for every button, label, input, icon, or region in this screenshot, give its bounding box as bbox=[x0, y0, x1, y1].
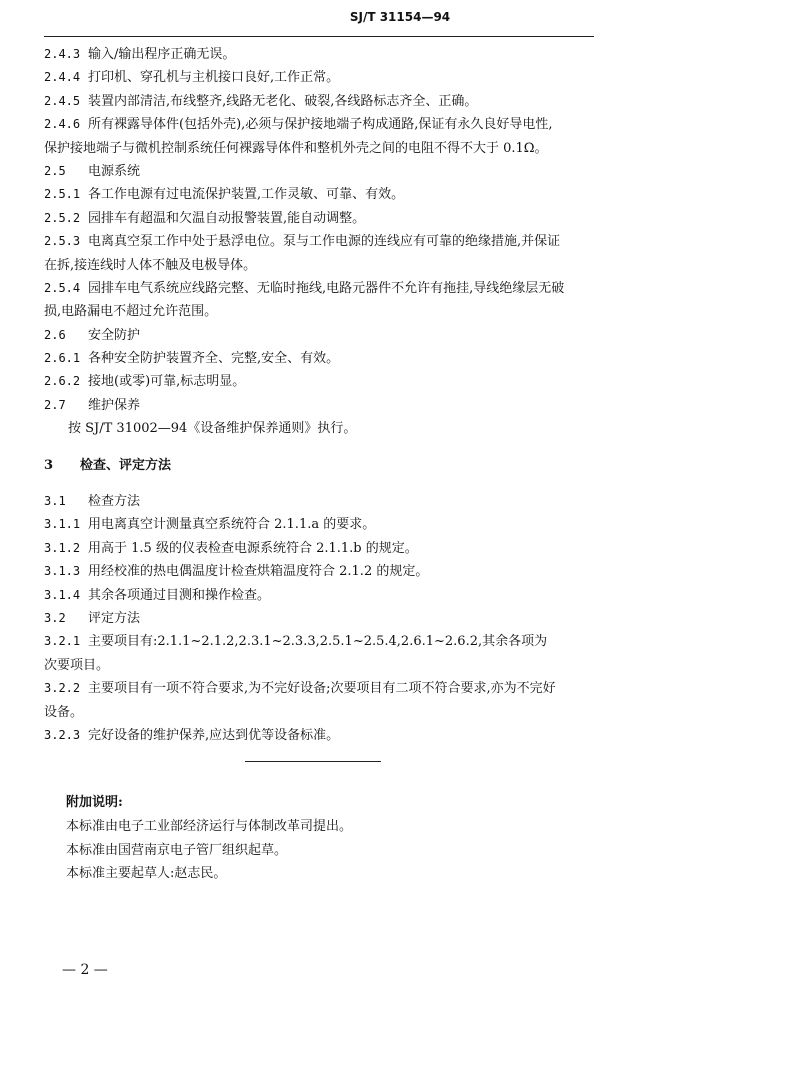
clause-number: 2.5.4 bbox=[44, 280, 81, 295]
clause-line bbox=[44, 160, 596, 183]
clause-continuation: 损,电路漏电不超过允许范围。 bbox=[44, 304, 218, 320]
clause-number: 2.5.2 bbox=[44, 210, 81, 225]
additional-notes bbox=[66, 791, 352, 886]
clause-text: 园排车有超温和欠温自动报警装置,能自动调整。 bbox=[88, 210, 366, 226]
clause-text: 用电离真空计测量真空系统符合 2.1.1.a 的要求。 bbox=[88, 517, 376, 533]
clause-heading: 安全防护 bbox=[88, 327, 141, 343]
clause-line bbox=[44, 490, 596, 513]
document-body bbox=[44, 43, 596, 747]
clause-line bbox=[44, 137, 596, 160]
clause-number: 3.1.3 bbox=[44, 564, 81, 579]
clause-number: 3.2.3 bbox=[44, 727, 81, 742]
clause-line bbox=[44, 394, 596, 417]
clause-line bbox=[44, 654, 596, 677]
section-3-title: 检查、评定方法 bbox=[80, 457, 172, 473]
clause-line bbox=[44, 324, 596, 347]
clause-number: 3.2.1 bbox=[44, 634, 81, 649]
clause-line bbox=[44, 183, 596, 206]
notes-title: 附加说明: bbox=[66, 795, 123, 810]
end-rule bbox=[245, 761, 381, 762]
clause-heading: 维护保养 bbox=[88, 397, 141, 413]
clause-number: 3.1.1 bbox=[44, 517, 81, 532]
clause-text: 主要项目有一项不符合要求,为不完好设备;次要项目有二项不符合要求,亦为不完好 bbox=[88, 681, 556, 697]
clause-line bbox=[44, 207, 596, 230]
clause-number: 3.1.2 bbox=[44, 540, 81, 555]
spacer bbox=[44, 477, 596, 490]
notes-line: 本标准主要起草人:赵志民。 bbox=[66, 866, 227, 882]
clause-number: 2.4.5 bbox=[44, 93, 81, 108]
clause-line bbox=[44, 560, 596, 583]
clause-number: 2.5 bbox=[44, 163, 66, 178]
clause-text: 输入/输出程序正确无误。 bbox=[88, 47, 236, 62]
clause-line bbox=[44, 513, 596, 536]
clause-line bbox=[44, 584, 596, 607]
clause-number: 3.1.4 bbox=[44, 587, 81, 602]
page-number: — 2 — bbox=[62, 962, 108, 978]
clause-line bbox=[44, 417, 596, 440]
clause-text: 完好设备的维护保养,应达到优等设备标准。 bbox=[88, 727, 340, 743]
clause-number: 2.4.4 bbox=[44, 70, 81, 85]
clause-continuation: 保护接地端子与微机控制系统任何裸露导体件和整机外壳之间的电阻不得不大于 0.1Ω。 bbox=[44, 140, 548, 156]
clause-line bbox=[44, 90, 596, 113]
clause-text: 接地(或零)可靠,标志明显。 bbox=[88, 374, 246, 390]
clause-heading: 检查方法 bbox=[88, 494, 141, 510]
clause-text: 各工作电源有过电流保护装置,工作灵敏、可靠、有效。 bbox=[88, 187, 405, 203]
clause-line bbox=[44, 607, 596, 630]
clause-heading: 评定方法 bbox=[88, 610, 141, 626]
clause-number: 3.1 bbox=[44, 494, 66, 509]
clause-line bbox=[44, 677, 596, 700]
spacer bbox=[44, 441, 596, 454]
clause-number: 2.4.3 bbox=[44, 47, 81, 61]
clause-text: 其余各项通过目测和操作检查。 bbox=[88, 587, 271, 603]
clause-number: 2.5.1 bbox=[44, 187, 81, 202]
clause-text: 用经校准的热电偶温度计检查烘箱温度符合 2.1.2 的规定。 bbox=[88, 564, 429, 580]
clause-number: 2.6.2 bbox=[44, 374, 81, 389]
clause-line bbox=[44, 277, 596, 300]
clause-line bbox=[44, 66, 596, 89]
notes-line: 本标准由电子工业部经济运行与体制改革司提出。 bbox=[66, 818, 353, 834]
clause-text: 装置内部清洁,布线整齐,线路无老化、破裂,各线路标志齐全、正确。 bbox=[88, 93, 478, 109]
clause-line bbox=[44, 254, 596, 277]
clause-line bbox=[44, 370, 596, 393]
clause-text: 园排车电气系统应线路完整、无临时拖线,电路元器件不允许有拖挂,导线绝缘层无破 bbox=[88, 280, 565, 296]
clause-number: 2.7 bbox=[44, 397, 66, 412]
clause-line bbox=[44, 537, 596, 560]
clause-number: 2.4.6 bbox=[44, 117, 81, 132]
clause-continuation: 在拆,接连线时人体不触及电极导体。 bbox=[44, 257, 257, 273]
clause-line bbox=[44, 113, 596, 136]
standard-code-header: SJ/T 31154—94 bbox=[349, 10, 451, 24]
clause-text: 所有裸露导体件(包括外壳),必须与保护接地端子构成通路,保证有永久良好导电性, bbox=[88, 117, 553, 133]
clause-continuation: 设备。 bbox=[44, 704, 84, 720]
clause-text: 按 SJ/T 31002—94《设备维护保养通则》执行。 bbox=[68, 421, 357, 437]
section-3-clauses bbox=[44, 490, 596, 747]
section-3-heading bbox=[44, 454, 596, 477]
clause-number: 3.2 bbox=[44, 610, 66, 625]
clause-heading: 电源系统 bbox=[88, 163, 141, 179]
clause-line bbox=[44, 43, 596, 66]
section-2-clauses bbox=[44, 43, 596, 441]
clause-continuation: 次要项目。 bbox=[44, 657, 110, 673]
clause-line bbox=[44, 300, 596, 323]
clause-line bbox=[44, 724, 596, 747]
clause-number: 2.6 bbox=[44, 327, 66, 342]
clause-text: 用高于 1.5 级的仪表检查电源系统符合 2.1.1.b 的规定。 bbox=[88, 540, 418, 556]
clause-line bbox=[44, 230, 596, 253]
clause-number: 2.5.3 bbox=[44, 234, 81, 249]
section-3-number: 3 bbox=[44, 457, 54, 473]
clause-line bbox=[44, 347, 596, 370]
header-rule bbox=[44, 36, 594, 37]
clause-text: 电离真空泵工作中处于悬浮电位。泵与工作电源的连线应有可靠的绝缘措施,并保证 bbox=[88, 234, 561, 250]
clause-text: 主要项目有:2.1.1~2.1.2,2.3.1~2.3.3,2.5.1~2.5.4,2.6.1~2.6.2,其余各项为 bbox=[88, 634, 548, 650]
clause-number: 3.2.2 bbox=[44, 681, 81, 696]
notes-line: 本标准由国营南京电子管厂组织起草。 bbox=[66, 842, 288, 858]
clause-text: 打印机、穿孔机与主机接口良好,工作正常。 bbox=[88, 70, 340, 86]
clause-line bbox=[44, 630, 596, 653]
clause-text: 各种安全防护装置齐全、完整,安全、有效。 bbox=[88, 351, 340, 367]
clause-line bbox=[44, 701, 596, 724]
clause-number: 2.6.1 bbox=[44, 351, 81, 366]
